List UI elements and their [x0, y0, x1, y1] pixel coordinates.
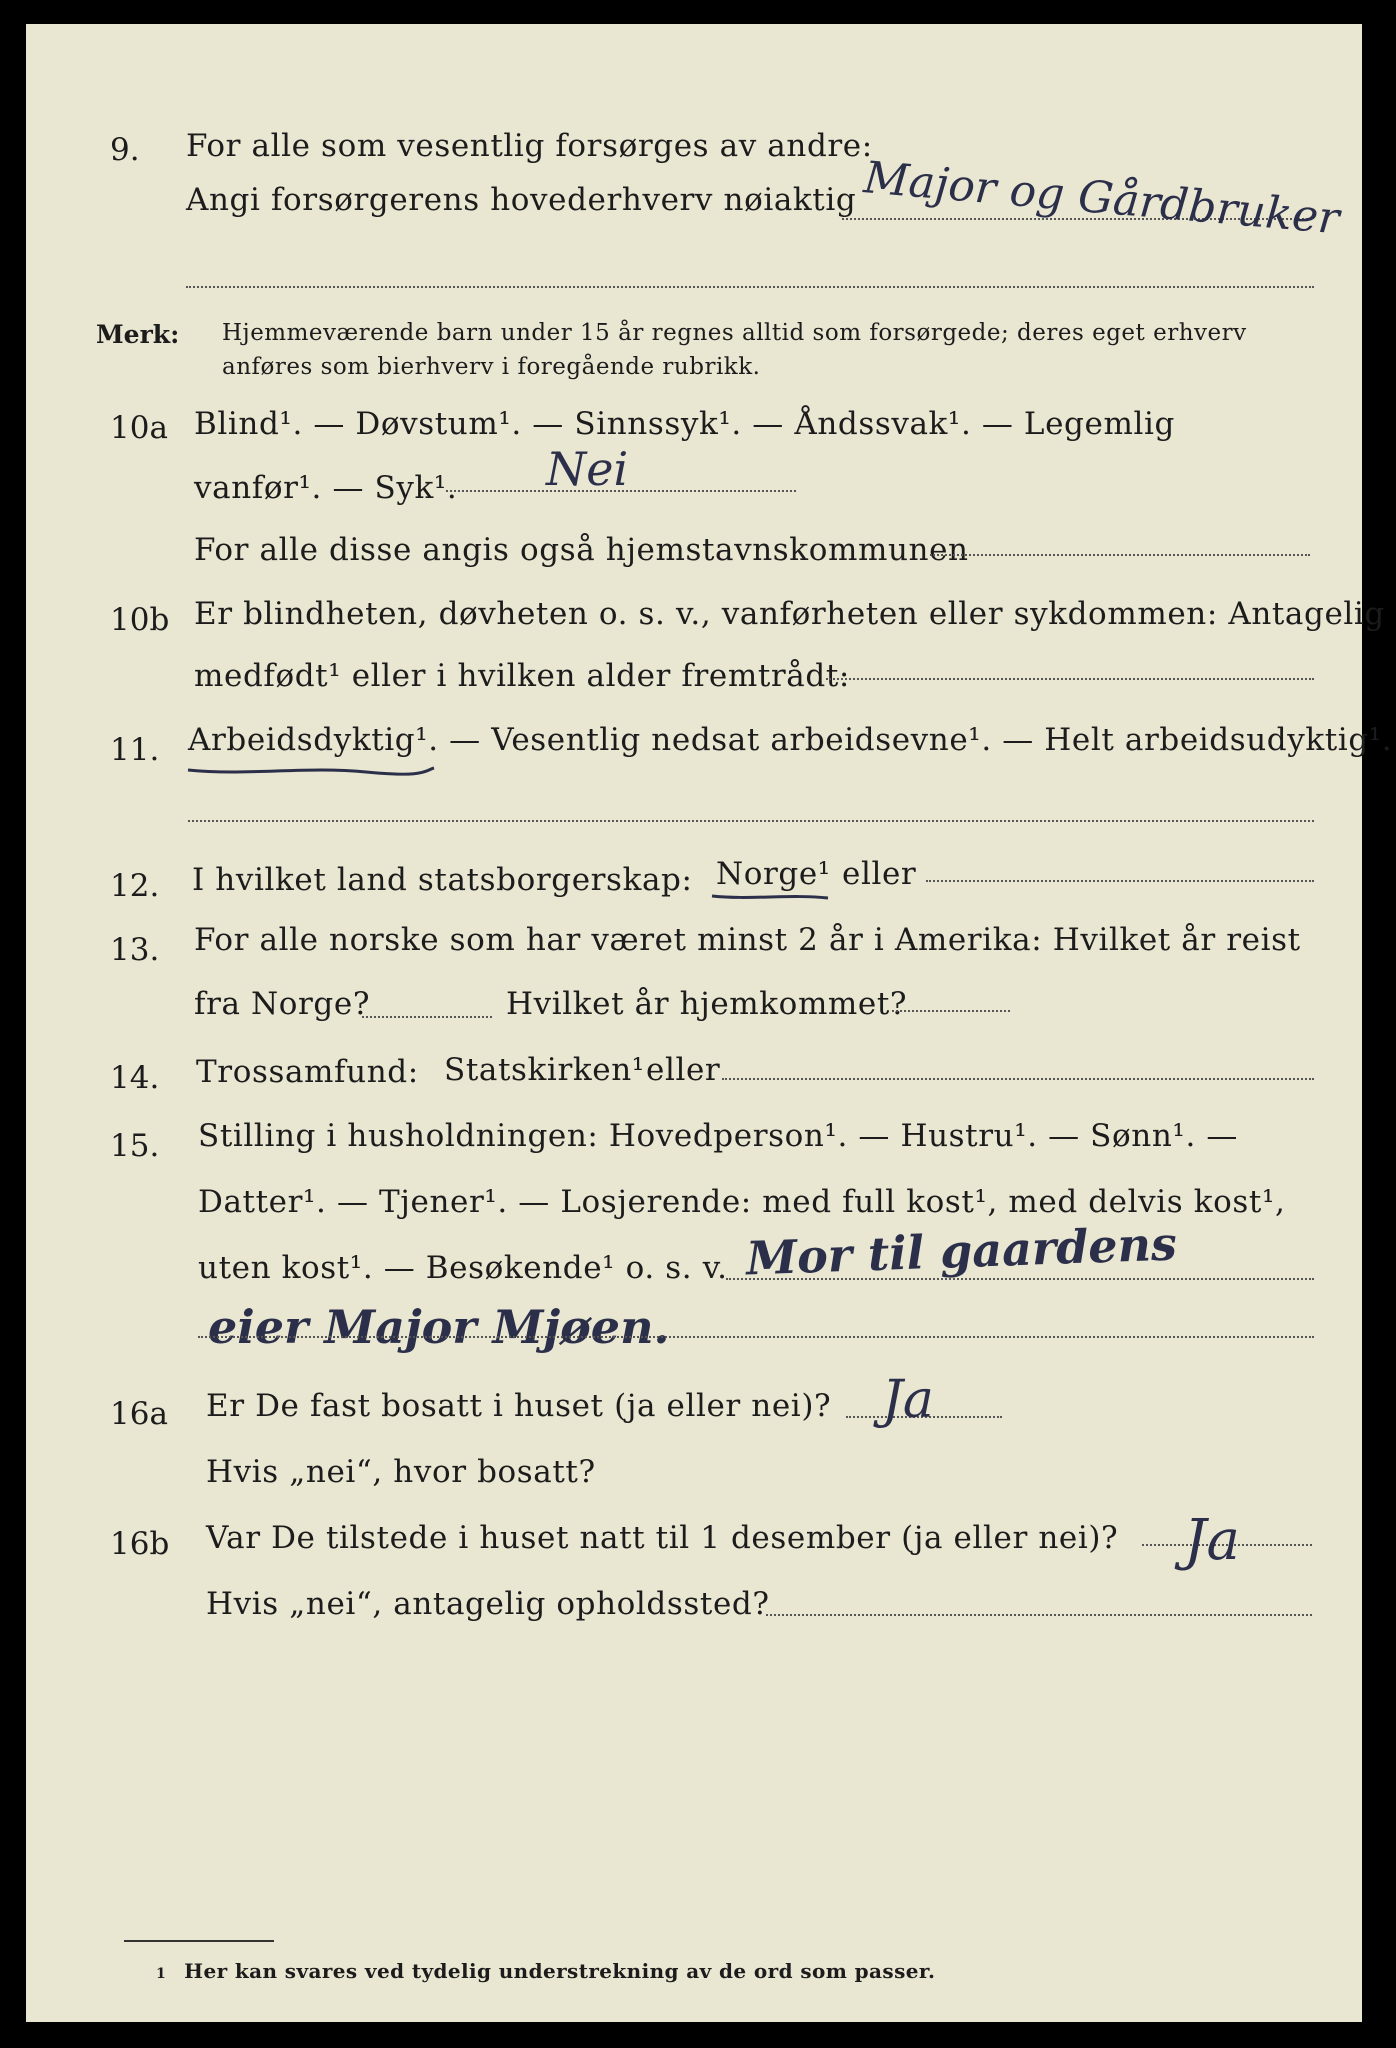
q13-line2a: fra Norge?	[194, 986, 371, 1022]
q16b-dotted-line-2	[766, 1614, 1312, 1616]
q13-number: 13.	[110, 932, 160, 968]
q11-handwritten-underline	[186, 760, 436, 780]
q10b-line1: Er blindheten, døvheten o. s. v., vanførheten eller sykdommen: Antagelig	[194, 596, 1385, 632]
q12-line1: I hvilket land statsborgerskap:	[192, 862, 693, 898]
q16a-number: 16a	[110, 1396, 168, 1432]
q12-dotted-line	[926, 880, 1314, 882]
q10b-line2: medfødt¹ eller i hvilken alder fremtrådt:	[194, 658, 850, 694]
q15-line3: uten kost¹. — Besøkende¹ o. s. v.	[198, 1250, 728, 1286]
q14-label: Trossamfund:	[196, 1054, 419, 1090]
q10a-line2: vanfør¹. — Syk¹.	[194, 470, 458, 506]
q10a-line1: Blind¹. — Døvstum¹. — Sinnssyk¹. — Åndssvak¹. — Legemlig	[194, 406, 1175, 442]
q9-dotted-line-2	[186, 286, 1314, 288]
q16a-line1: Er De fast bosatt i huset (ja eller nei)?	[206, 1388, 832, 1424]
q10a-line3: For alle disse angis også hjemstavnskommunen	[194, 532, 969, 568]
q10a-number: 10a	[110, 410, 168, 446]
q16a-handwritten-answer: Ja	[882, 1370, 934, 1430]
q11-line1: Arbeidsdyktig¹. — Vesentlig nedsat arbeidsevne¹. — Helt arbeidsudyktig¹.	[188, 722, 1393, 758]
q14-dotted-line	[722, 1078, 1314, 1080]
q10b-dotted-line	[826, 678, 1314, 680]
q16b-line2: Hvis „nei“, antagelig opholdssted?	[206, 1586, 770, 1622]
q10a-handwritten-answer: Nei	[546, 442, 629, 496]
q9-number: 9.	[110, 132, 140, 168]
q14-eller: eller	[646, 1052, 721, 1088]
q13-line2b: Hvilket år hjemkommet?	[506, 986, 908, 1022]
q13-line1: For alle norske som har været minst 2 år i Amerika: Hvilket år reist	[194, 922, 1301, 958]
census-form-page	[26, 24, 1393, 2022]
q11-number: 11.	[110, 732, 160, 768]
q16b-line1: Var De tilstede i huset natt til 1 desember (ja eller nei)?	[206, 1520, 1119, 1556]
footnote-text: Her kan svares ved tydelig understrekning av de ord som passer.	[184, 1959, 936, 1983]
q15-handwritten-answer-1: Mor til gaardens	[745, 1216, 1178, 1286]
q15-dotted-line-2	[198, 1336, 1314, 1338]
q12-eller: eller	[842, 856, 917, 892]
q15-line1: Stilling i husholdningen: Hovedperson¹. — Hustru¹. — Sønn¹. —	[198, 1118, 1238, 1154]
q15-number: 15.	[110, 1128, 160, 1164]
q13-dotted-line-1	[362, 1016, 492, 1018]
q15-handwritten-answer-2: eier Major Mjøen.	[208, 1300, 670, 1354]
q9-handwritten-answer: Major og Gårdbruker	[861, 152, 1342, 245]
q16b-number: 16b	[110, 1526, 170, 1562]
q12-handwritten-underline	[710, 890, 830, 904]
footnote-rule	[124, 1940, 274, 1942]
q12-norge: Norge¹	[716, 856, 831, 892]
q9-line1: For alle som vesentlig forsørges av andre:	[186, 128, 873, 164]
q14-number: 14.	[110, 1060, 160, 1096]
merk-line1: Hjemmeværende barn under 15 år regnes alltid som forsørgede; deres eget erhverv	[222, 320, 1247, 346]
q15-line2: Datter¹. — Tjener¹. — Losjerende: med full kost¹, med delvis kost¹,	[198, 1184, 1286, 1220]
q9-line2: Angi forsørgerens hovederhverv nøiaktig	[186, 182, 857, 218]
q14-statskirken: Statskirken¹	[444, 1052, 645, 1088]
q16a-line2: Hvis „nei“, hvor bosatt?	[206, 1454, 596, 1490]
q10a-dotted-line-2	[930, 554, 1310, 556]
q13-dotted-line-2	[892, 1010, 1010, 1012]
merk-label: Merk:	[96, 320, 180, 349]
q10b-number: 10b	[110, 602, 170, 638]
footnote-mark: 1	[156, 1966, 167, 1982]
merk-line2: anføres som bierhverv i foregående rubrikk.	[222, 354, 761, 380]
q11-dotted-line	[188, 820, 1314, 822]
q16b-handwritten-answer: Ja	[1184, 1508, 1240, 1573]
q12-number: 12.	[110, 868, 160, 904]
footnote	[156, 1959, 935, 1983]
bleed-through-text	[226, 234, 255, 304]
